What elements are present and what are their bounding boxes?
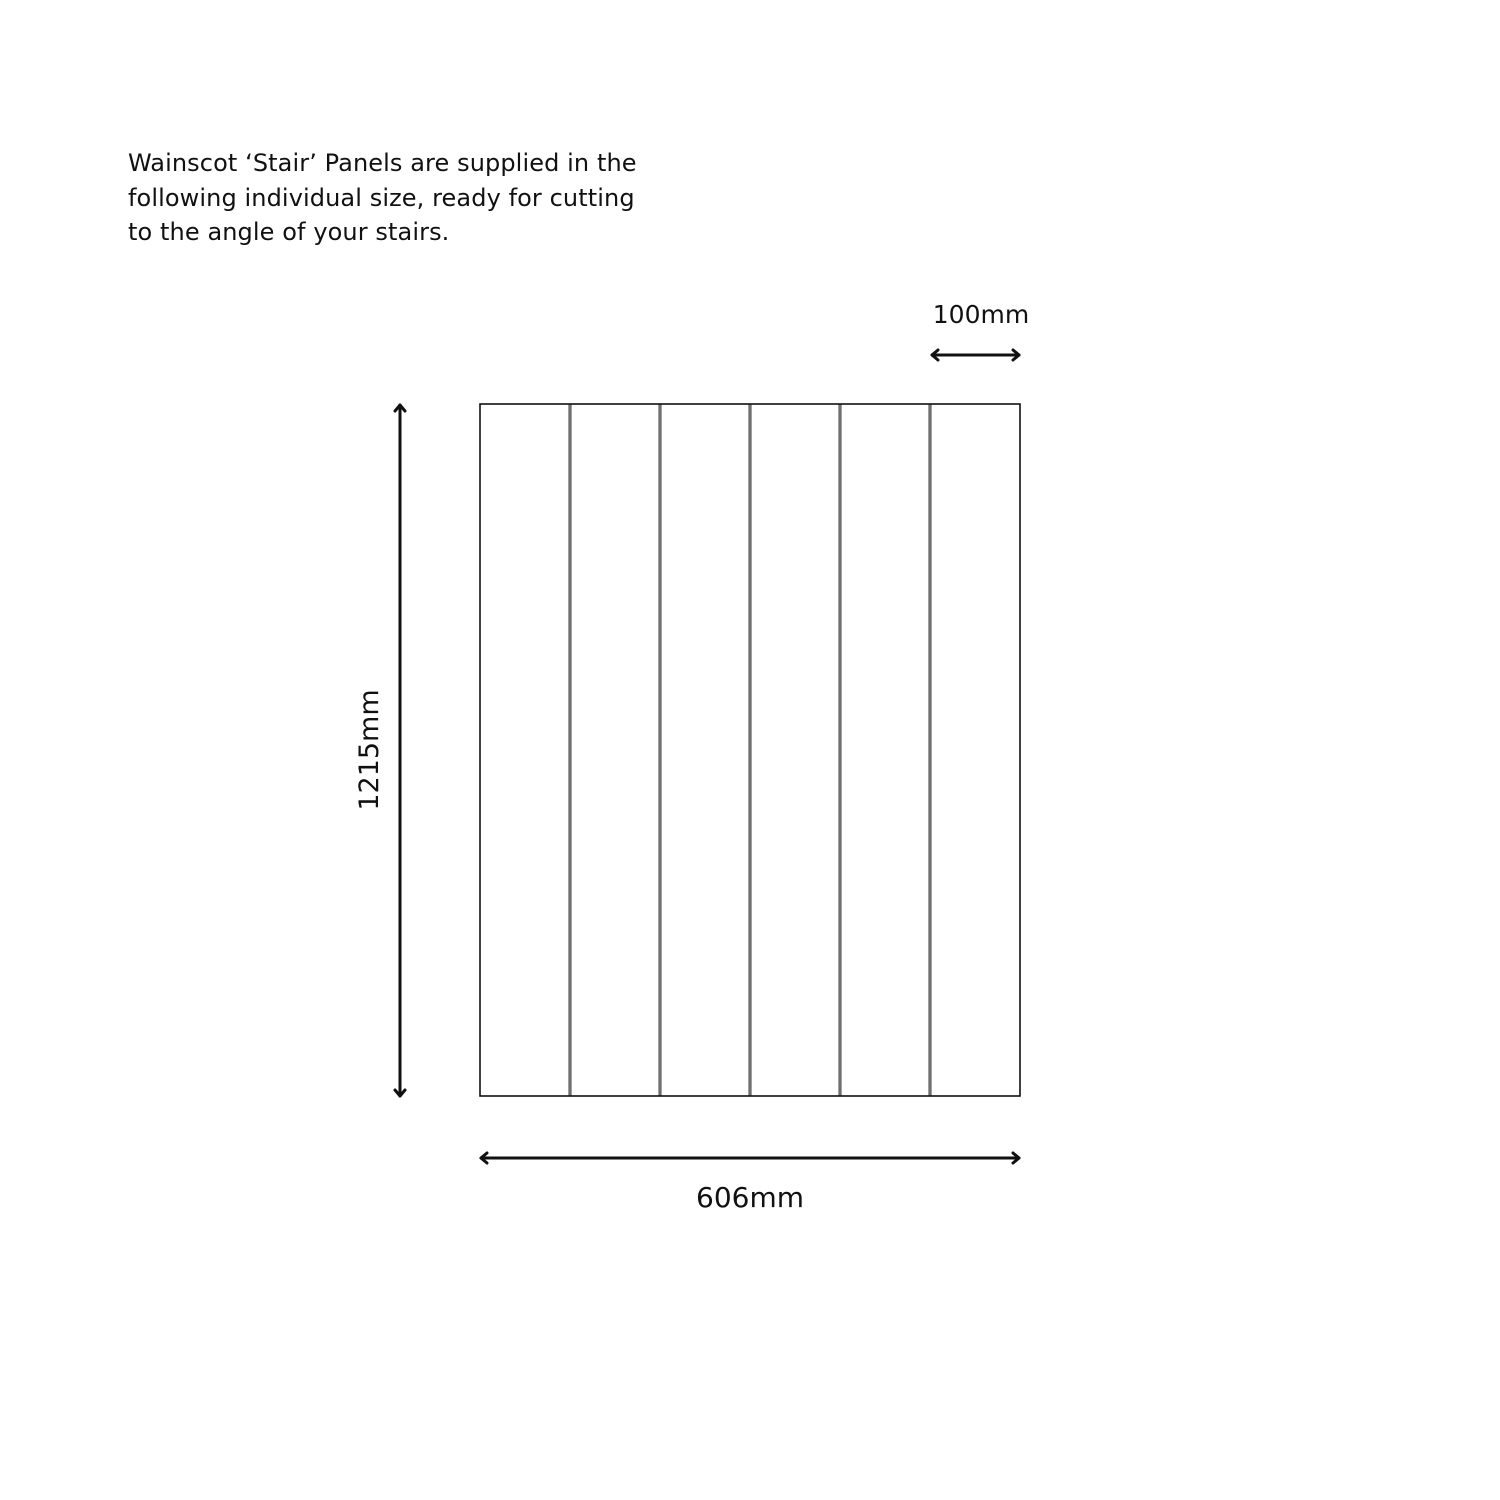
wainscot-panel (480, 404, 1020, 1096)
total-width-arrow (481, 1153, 1019, 1163)
height-label: 1215mm (354, 689, 385, 811)
description-line-3: to the angle of your stairs. (128, 218, 450, 246)
strip-width-arrow (932, 350, 1019, 360)
description-line-1: Wainscot ‘Stair’ Panels are supplied in the (128, 149, 637, 177)
height-arrow (395, 405, 405, 1096)
total-width-label: 606mm (696, 1181, 804, 1214)
description-line-2: following individual size, ready for cutting (128, 183, 635, 212)
panel-outline (480, 404, 1020, 1096)
strip-width-label: 100mm (932, 300, 1030, 329)
